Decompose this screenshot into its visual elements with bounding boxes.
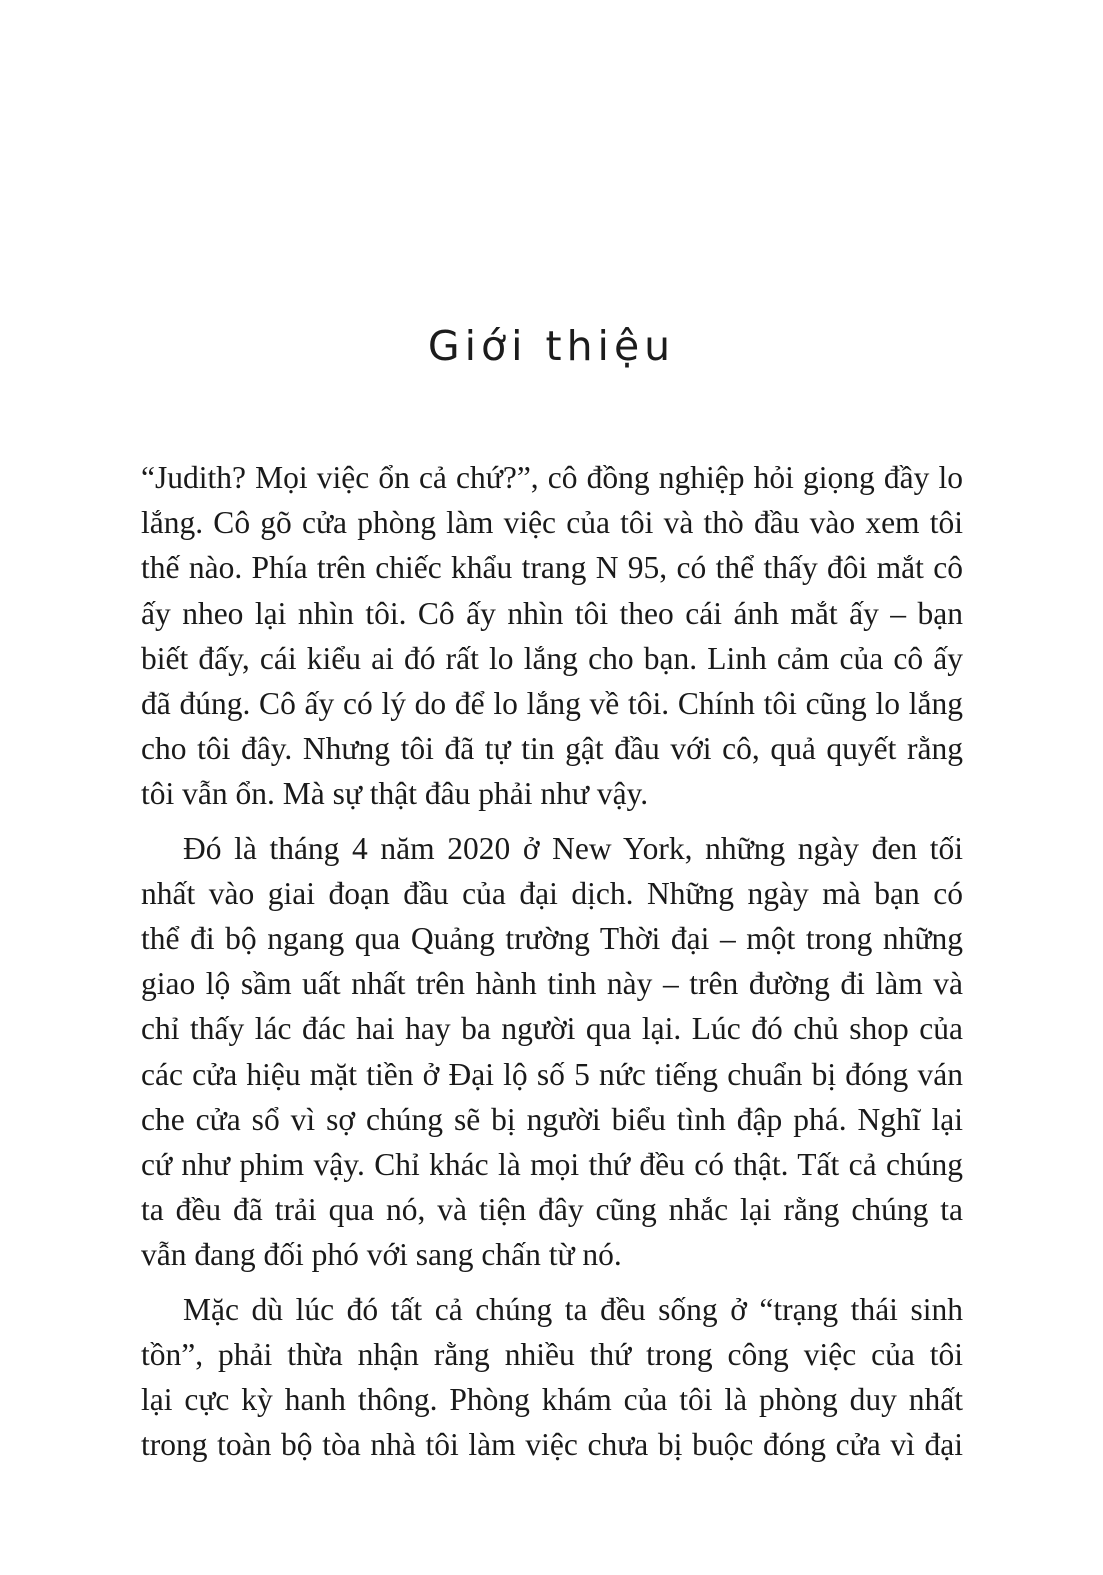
text-line: nhất vào giai đoạn đầu của đại dịch. Những ngày mà bạn có: [141, 875, 963, 911]
text-line: lại cực kỳ hanh thông. Phòng khám của tôi là phòng duy nhất: [141, 1382, 963, 1418]
text-line: Đó là tháng 4 năm 2020 ở New York, những ngày đen tối: [183, 830, 963, 866]
text-line: thể đi bộ ngang qua Quảng trường Thời đại – một trong những: [141, 921, 963, 957]
paragraph-3: [141, 1287, 963, 1468]
text-line: Mặc dù lúc đó tất cả chúng ta đều sống ở “trạng thái sinh: [183, 1291, 963, 1327]
text-line: giao lộ sầm uất nhất trên hành tinh này – trên đường đi làm và: [141, 966, 963, 1002]
text-line: cho tôi đây. Nhưng tôi đã tự tin gật đầu với cô, quả quyết rằng: [141, 731, 963, 767]
text-line: ấy nheo lại nhìn tôi. Cô ấy nhìn tôi theo cái ánh mắt ấy – bạn: [141, 595, 963, 631]
text-line: trong toàn bộ tòa nhà tôi làm việc chưa bị buộc đóng cửa vì đại: [141, 1427, 963, 1463]
text-line: cứ như phim vậy. Chỉ khác là mọi thứ đều có thật. Tất cả chúng: [141, 1147, 963, 1183]
text-line: ta đều đã trải qua nó, và tiện đây cũng nhắc lại rằng chúng ta: [141, 1192, 963, 1228]
text-line: vẫn đang đối phó với sang chấn từ nó.: [141, 1237, 622, 1273]
text-line: lắng. Cô gõ cửa phòng làm việc của tôi và thò đầu vào xem tôi: [141, 505, 963, 541]
text-line: thế nào. Phía trên chiếc khẩu trang N 95, có thể thấy đôi mắt cô: [141, 550, 963, 586]
text-line: các cửa hiệu mặt tiền ở Đại lộ số 5 nức tiếng chuẩn bị đóng ván: [141, 1056, 963, 1092]
chapter-title: Giới thiệu: [427, 322, 676, 370]
text-line: tôi vẫn ổn. Mà sự thật đâu phải như vậy.: [141, 776, 649, 812]
text-line: “Judith? Mọi việc ổn cả chứ?”, cô đồng nghiệp hỏi giọng đầy lo: [141, 460, 963, 495]
paragraph-1: [141, 455, 963, 817]
text-line: che cửa sổ vì sợ chúng sẽ bị người biểu tình đập phá. Nghĩ lại: [141, 1101, 963, 1137]
paragraph-2: [141, 826, 963, 1278]
text-line: tồn”, phải thừa nhận rằng nhiều thứ trong công việc của tôi: [141, 1336, 963, 1372]
text-line: chỉ thấy lác đác hai hay ba người qua lại. Lúc đó chủ shop của: [141, 1011, 963, 1047]
text-line: đã đúng. Cô ấy có lý do để lo lắng về tôi. Chính tôi cũng lo lắng: [141, 686, 963, 722]
body-text: [141, 455, 963, 1467]
text-line: biết đấy, cái kiểu ai đó rất lo lắng cho bạn. Linh cảm của cô ấy: [141, 640, 963, 676]
